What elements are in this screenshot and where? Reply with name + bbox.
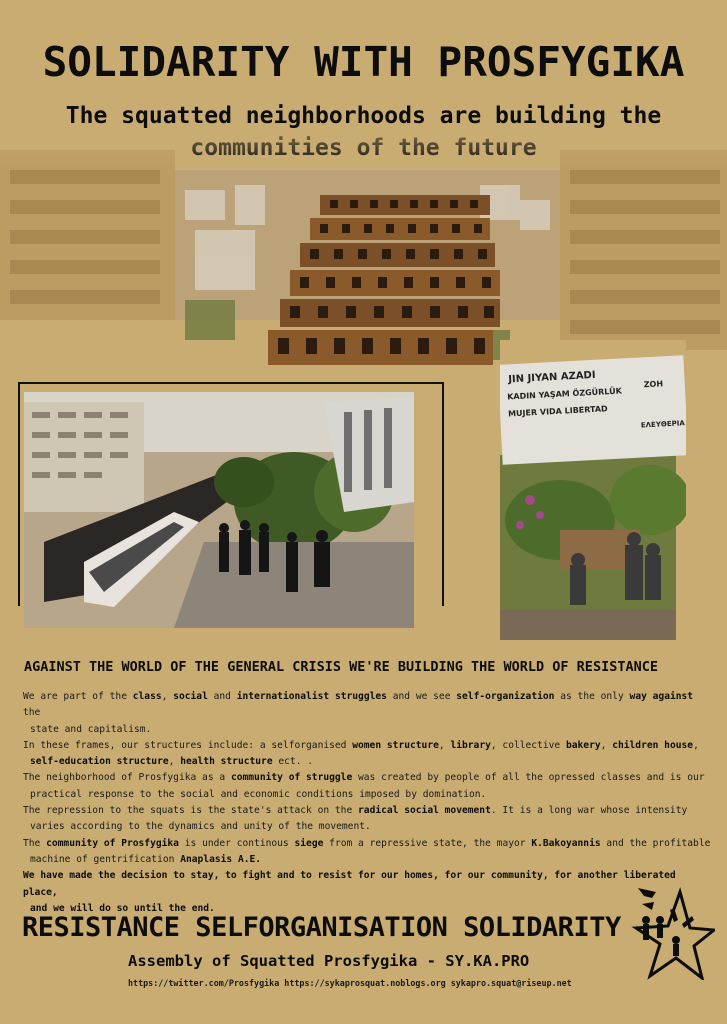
banner-line-5: ΕΛΕΥΘΕΡΙΑ bbox=[640, 419, 685, 430]
demonstration-photo bbox=[24, 392, 414, 628]
community-garden-photo bbox=[500, 340, 686, 640]
contact-links: https://twitter.com/Prosfygika https://sykaprosquat.noblogs.org sykapro.squat@riseup.net bbox=[128, 978, 572, 988]
paragraph-3-cont: practical response to the social and economic conditions imposed by domination. bbox=[30, 788, 487, 800]
manifesto-text bbox=[23, 689, 713, 917]
paragraph-1: We are part of the class, social and internationalist struggles and we see self-organization as the only way against the bbox=[23, 691, 694, 719]
paragraph-6-cont: and we will do so until the end. bbox=[30, 902, 215, 914]
paragraph-3: The neighborhood of Prosfygika as a community of struggle was created by people of all the opressed classes and is our bbox=[23, 772, 705, 784]
banner-line-4: ZOH bbox=[643, 379, 664, 390]
paragraph-4: The repression to the squats is the state's attack on the radical social movement. It is a long war whose intensity bbox=[23, 805, 688, 817]
slogan: RESISTANCE SELFORGANISATION SOLIDARITY bbox=[22, 912, 621, 943]
subtitle-line-1: The squatted neighborhoods are building the bbox=[65, 103, 662, 129]
paragraph-5: The community of Prosfygika is under continous siege from a repressive state, the mayor K.Bakoyannis and the profitable bbox=[23, 837, 711, 849]
paragraph-6: We have made the decision to stay, to fight and to resist for our homes, for our community, for another liberated place, bbox=[23, 870, 676, 898]
section-heading: AGAINST THE WORLD OF THE GENERAL CRISIS WE'RE BUILDING THE WORLD OF RESISTANCE bbox=[24, 659, 658, 675]
star-logo-icon bbox=[630, 880, 715, 980]
paragraph-5-cont: machine of gentrification Anaplasis A.E. bbox=[30, 853, 262, 865]
banner-line-3: MUJER VIDA LIBERTAD bbox=[507, 404, 608, 419]
paragraph-2: In these frames, our structures include: a selforganised women structure, library, collective bakery, children house, bbox=[23, 739, 699, 751]
paragraph-1-cont: state and capitalism. bbox=[30, 723, 152, 735]
banner-line-2: KADIN YAŞAM ÖZGÜRLÜK bbox=[506, 386, 623, 402]
paragraph-2-cont: self-education structure, health structure ect. . bbox=[30, 756, 314, 768]
assembly-name: Assembly of Squatted Prosfygika - SY.KA.PRO bbox=[128, 952, 530, 970]
paragraph-4-cont: varies according to the dynamics and unity of the movement. bbox=[30, 821, 371, 833]
poster-title: SOLIDARITY WITH PROSFYGIKA bbox=[42, 38, 685, 86]
banner-line-1: JIN JIYAN AZADI bbox=[508, 369, 596, 386]
